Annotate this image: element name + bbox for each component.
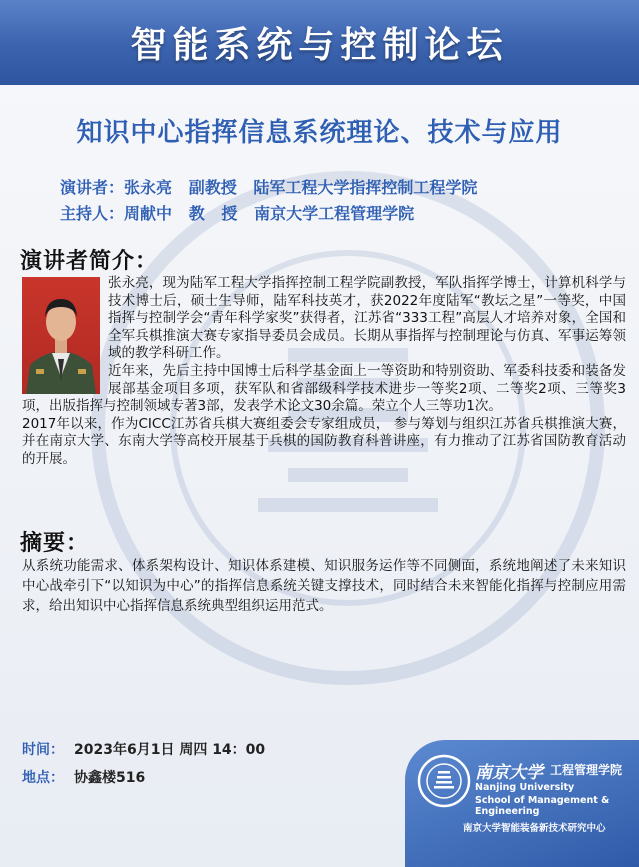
university-logo-icon (417, 754, 471, 808)
research-center-name: 南京大学智能装备新技术研究中心 (463, 823, 606, 834)
abstract-heading: 摘要： (20, 531, 90, 556)
bio-paragraph-3: 2017年以来，作为CICC江苏省兵棋大赛组委会专家组成员， 参与筹划与组织江苏省兵棋推演大赛，并在南京大学、东南大学等高校开展基于兵棋的国防教育科普讲座，有力推动了江苏省国防教育活动的开展。 (22, 415, 626, 467)
place-row (22, 767, 145, 787)
speaker-bio (22, 275, 626, 469)
time-label: 时间： (22, 742, 64, 758)
university-name-cn: 南京大学 (475, 763, 543, 783)
host-line: 主持人：周献中 教 授 南京大学工程管理学院 (60, 204, 415, 223)
school-name-cn: 工程管理学院 (550, 763, 623, 777)
abstract-text: 从系统功能需求、体系架构设计、知识体系建模、知识服务运作等不同侧面，系统地阐述了未来知识中心战牵引下“以知识为中心”的指挥信息系统关键支撑技术，同时结合未来智能化指挥与控制应用需求，给出知识中心指挥信息系统典型组织运用范式。 (22, 558, 626, 614)
people-block (60, 175, 477, 227)
forum-title: 智能系统与控制论坛 (130, 25, 509, 66)
school-logo-panel (405, 740, 639, 867)
bio-heading: 演讲者简介： (20, 249, 159, 274)
speaker-photo (22, 277, 100, 394)
school-name-en: School of Management & Engineering (475, 795, 610, 817)
speaker-line: 演讲者：张永亮 副教授 陆军工程大学指挥控制工程学院 (60, 178, 478, 197)
place-label: 地点： (22, 770, 64, 786)
university-name-en: Nanjing University (475, 782, 575, 793)
bio-paragraph-2: 近年来，先后主持中国博士后科学基金面上一等资助和特别资助、军委科技委和装备发展部基金项目多项，获军队和省部级科学技术进步一等奖2项、二等奖2项、三等奖3项，出版指挥与控制领域专著3部，发表学术论文30余篇。荣立个人三等功1次。 (22, 362, 626, 415)
time-value: 2023年6月1日 周四 14：00 (74, 742, 266, 758)
place-value: 协鑫楼516 (74, 770, 146, 786)
header-banner (0, 0, 639, 85)
bio-paragraph-1: 张永亮，现为陆军工程大学指挥控制工程学院副教授，军队指挥学博士，计算机科学与技术博士后，硕士生导师，陆军科技英才，获2022年度陆军“教坛之星”一等奖，中国指挥与控制学会“青年科学家奖”获得者，江苏省“333工程”高层人才培养对象，全国和全军兵棋推演大赛专家指导委员会成员。长期从事指挥与控制理论与仿真、军事运筹领域的教学科研工作。 (108, 275, 626, 362)
talk-title: 知识中心指挥信息系统理论、技术与应用 (76, 118, 563, 148)
time-row (22, 739, 265, 759)
